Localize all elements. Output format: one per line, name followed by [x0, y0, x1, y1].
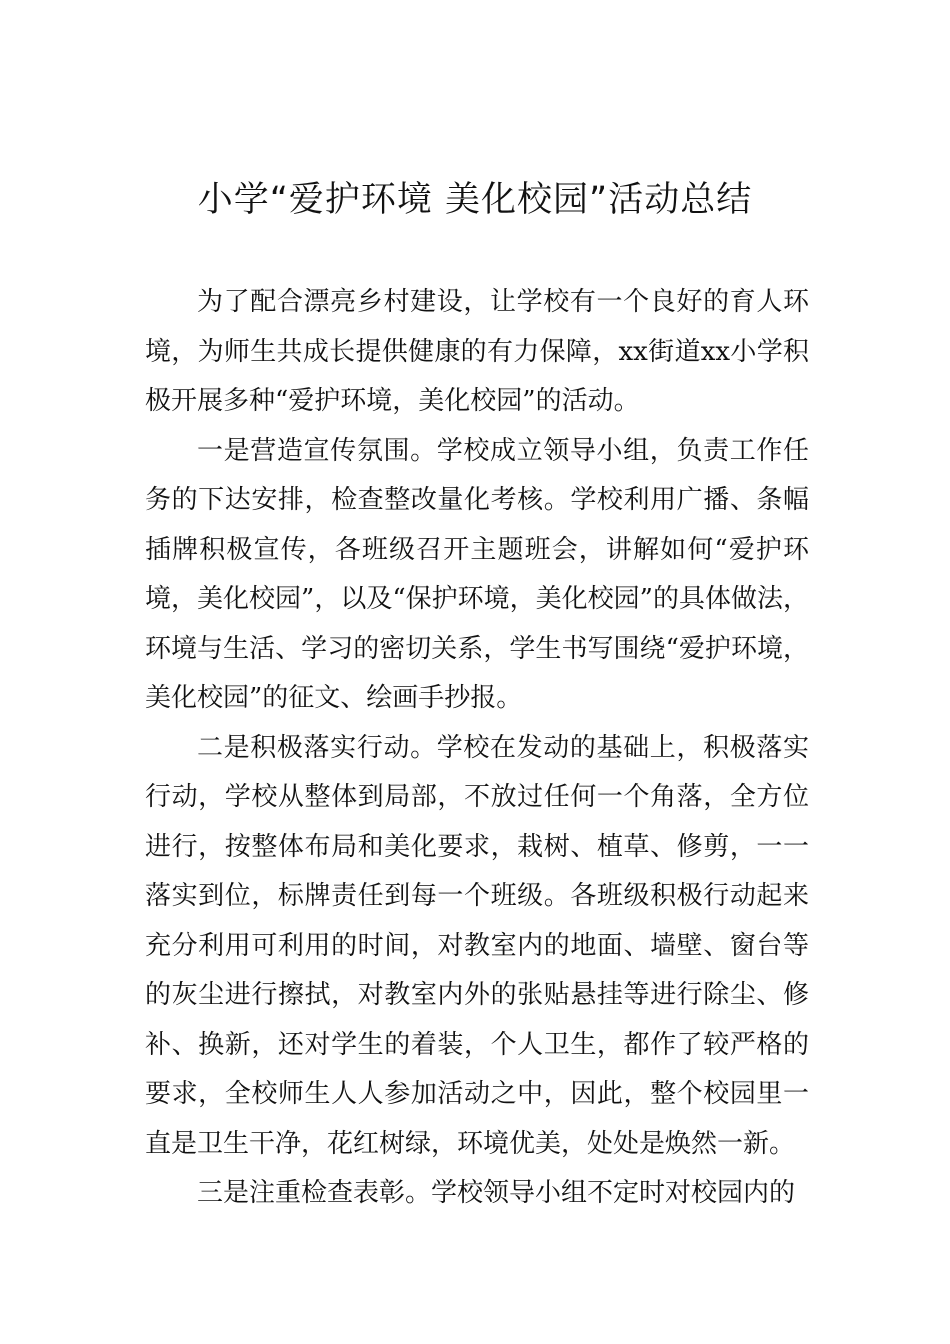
paragraph-intro: 为了配合漂亮乡村建设，让学校有一个良好的育人环境，为师生共成长提供健康的有力保障，xx街道xx小学积极开展多种“爱护环境，美化校园”的活动。 [145, 287, 809, 416]
document-title: 小学“爱护环境 美化校园”活动总结 [197, 180, 753, 220]
document-body [145, 278, 809, 1219]
paragraph-action: 二是积极落实行动。学校在发动的基础上，积极落实行动，学校从整体到局部，不放过任何一个角落，全方位进行，按整体布局和美化要求，栽树、植草、修剪，一一落实到位，标牌责任到每一个班级。各班级积极行动起来充分利用可利用的时间，对教室内的地面、墙壁、窗台等的灰尘进行擦拭，对教室内外的张贴悬挂等进行除尘、修补、换新，还对学生的着装，个人卫生，都作了较严格的要求，全校师生人人参加活动之中，因此，整个校园里一直是卫生干净，花红树绿，环境优美，处处是焕然一新。 [145, 732, 809, 1159]
paragraph-inspection: 三是注重检查表彰。学校领导小组不定时对校园内的 [197, 1178, 796, 1208]
paragraph-publicity: 一是营造宣传氛围。学校成立领导小组，负责工作任务的下达安排，检查整改量化考核。学校利用广播、条幅插牌积极宣传，各班级召开主题班会，讲解如何“爱护环境，美化校园”，以及“保护环境，美化校园”的具体做法，环境与生活、学习的密切关系，学生书写围绕“爱护环境，美化校园”的征文、绘画手抄报。 [145, 435, 809, 713]
